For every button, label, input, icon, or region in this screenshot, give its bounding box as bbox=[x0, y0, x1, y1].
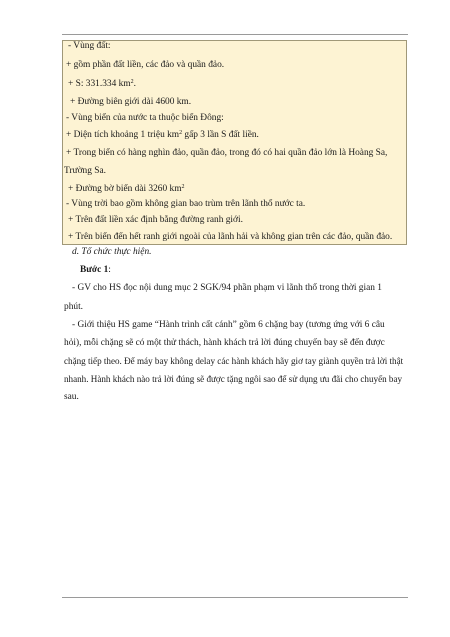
box-line: + Đường biên giới dài 4600 km. bbox=[70, 97, 192, 107]
box-line: + Trên biển đến hết ranh giới ngoài của lãnh hải và không gian trên các đảo, quần đảo. bbox=[68, 232, 393, 242]
box-line: - Vùng biển của nước ta thuộc biển Đông: bbox=[66, 113, 224, 123]
paragraph-line: phút. bbox=[64, 302, 84, 312]
box-line: + Diện tích khoảng 1 triệu $km^2$ gấp 3 lần S đất liền. bbox=[66, 130, 259, 140]
paragraph-line: - Giới thiệu HS game “Hành trình cất cánh” gồm 6 chặng bay (tương ứng với 6 câu bbox=[72, 320, 385, 330]
box-line: + Trên đất liền xác định bằng đường ranh giới. bbox=[68, 215, 243, 225]
box-line: - Vùng đất: bbox=[68, 41, 111, 51]
step-heading: Bước 1: bbox=[80, 265, 111, 275]
section-heading: d. Tổ chức thực hiện. bbox=[72, 247, 152, 257]
paragraph-line: nhanh. Hành khách nào trả lời đúng sẽ được tặng ngôi sao để sử dụng ưu đãi cho chuyến bay bbox=[64, 374, 403, 384]
box-line: + gồm phần đất liền, các đảo và quần đảo. bbox=[66, 60, 225, 70]
paragraph-line: - GV cho HS đọc nội dung mục 2 SGK/94 phần phạm vi lãnh thổ trong thời gian 1 bbox=[72, 283, 382, 293]
footer-rule bbox=[62, 597, 408, 598]
paragraph-line: sau. bbox=[64, 392, 79, 402]
box-line: + Đường bờ biển dài 3260 $km^2$ bbox=[68, 184, 185, 194]
header-rule bbox=[62, 34, 408, 35]
box-line: + S: 331.334 $km^2$. bbox=[68, 79, 136, 89]
box-line: + Trong biển có hàng nghìn đảo, quần đảo, trong đó có hai quần đảo lớn là Hoàng Sa, bbox=[66, 148, 388, 158]
paragraph-line: chặng tiếp theo. Để máy bay không delay các hành khách hãy giơ tay giành quyền trả lời thật bbox=[64, 356, 404, 366]
box-line: - Vùng trời bao gồm không gian bao trùm trên lãnh thổ nước ta. bbox=[66, 199, 306, 209]
paragraph-line: hỏi), mỗi chặng sẽ có một thử thách, hành khách trả lời đúng chuyến bay sẽ đến được bbox=[64, 338, 385, 348]
box-line: Trường Sa. bbox=[64, 166, 106, 176]
